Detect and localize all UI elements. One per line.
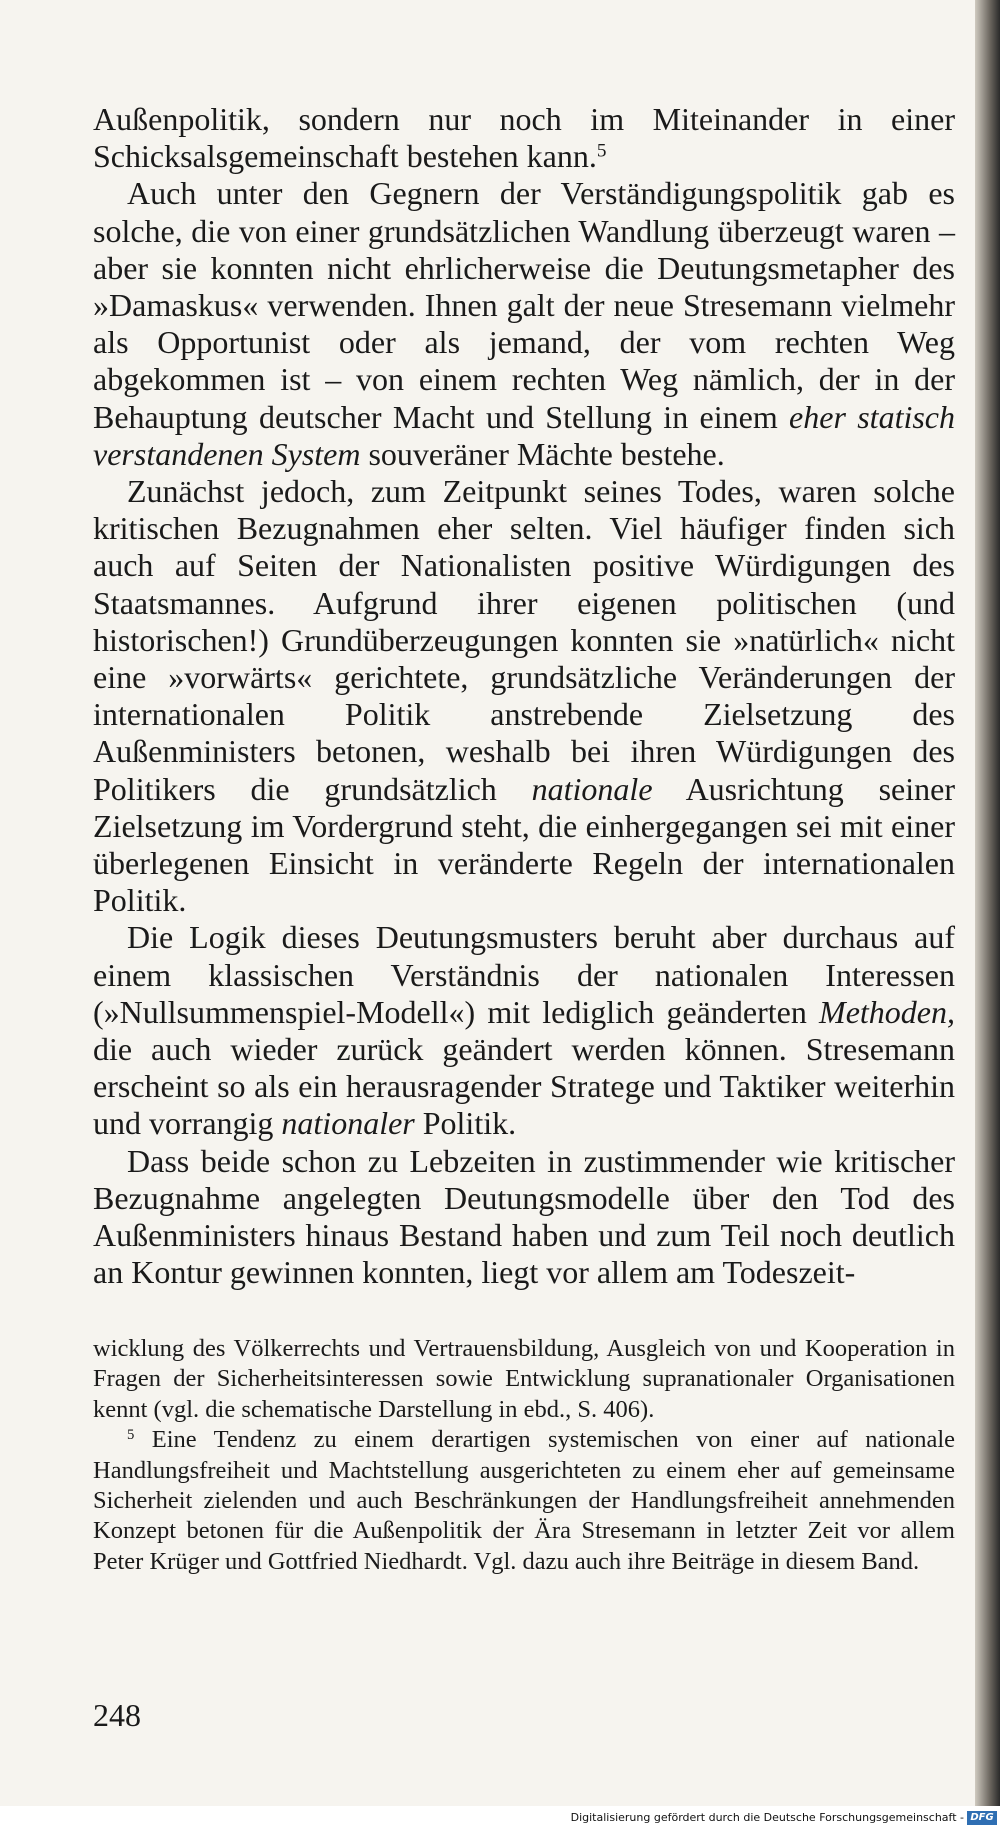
footer-credit: Digitalisierung gefördert durch die Deutsche Forschungsgemeinschaft - — [570, 1811, 964, 1824]
footnotes — [93, 1334, 955, 1577]
footnote-ref-5[interactable]: 5 — [596, 140, 607, 162]
footnote-5-marker: 5 — [127, 1427, 135, 1444]
dfg-logo-icon: DFG — [967, 1811, 997, 1825]
footnote-5: $^5$ Eine Tendenz zu einem derartigen systemischen von einer auf nationale Handlungsfreiheit und Machtstellung ausgerichteten zu einem eher auf gemeinsame Sicherheit zielenden und auch Beschränkungen der Handlungsfreiheit annehmenden Konzept betonen für die Außenpolitik der Ära Stresemann in letzter Zeit vor allem Peter Krüger und Gottfried Niedhardt. Vgl. dazu auch ihre Beiträge in diesem Band. — [93, 1426, 955, 1575]
paragraph-1: Außenpolitik, sondern nur noch im Miteinander in einer Schicksalsgemeinschaft bestehen kann.$^5$ — [93, 101, 955, 175]
paragraph-4: Die Logik dieses Deutungsmusters beruht aber durchaus auf einem klassischen Verständnis der nationalen Interessen (»Nullsummenspiel-Modell«) mit lediglich geänderten Methoden, die auch wieder zurück geändert werden können. Stresemann erscheint so als ein herausragender Stratege und Taktiker weiterhin und vorrangig nationaler Politik. — [93, 919, 955, 1142]
paragraph-2: Auch unter den Gegnern der Verständigungspolitik gab es solche, die von einer grundsätzlichen Wandlung überzeugt waren – aber sie konnten nicht ehrlicherweise die Deutungsmetapher des »Damaskus« verwenden. Ihnen galt der neue Stresemann vielmehr als Opportunist oder als jemand, der vom rechten Weg abgekommen ist – von einem rechten Weg nämlich, der in der Behauptung deutscher Macht und Stellung in einem eher statisch verstandenen System souveräner Mächte bestehe. — [93, 175, 956, 472]
book-gutter-edge — [975, 0, 1000, 1828]
digitization-footer — [0, 1806, 1000, 1828]
main-text — [93, 101, 955, 1292]
page-number: 248 — [93, 1697, 141, 1733]
paragraph-5: Dass beide schon zu Lebzeiten in zustimmender wie kritischer Bezugnahme angelegten Deutungsmodelle über den Tod des Außenministers hinaus Bestand haben und zum Teil noch deutlich an Kontur gewinnen konnten, liegt vor allem am Todeszeit- — [93, 1142, 955, 1291]
paragraph-3: Zunächst jedoch, zum Zeitpunkt seines Todes, waren solche kritischen Bezugnahmen eher selten. Viel häufiger finden sich auch auf Seiten der Nationalisten positive Würdigungen des Staatsmannes. Aufgrund ihrer eigenen politischen (und historischen!) Grundüberzeugungen konnten sie »natürlich« nicht eine »vorwärts« gerichtete, grundsätzliche Veränderungen der internationalen Politik anstrebende Zielsetzung des Außenministers betonen, weshalb bei ihren Würdigungen des Politikers die grundsätzlich nationale Ausrichtung seiner Zielsetzung im Vordergrund steht, die einhergegangen sei mit einer überlegenen Einsicht in veränderte Regeln der internationalen Politik. — [93, 473, 956, 919]
footnote-continued: wicklung des Völkerrechts und Vertrauensbildung, Ausgleich von und Kooperation in Fragen der Sicherheitsinteressen sowie Entwicklung supranationaler Organisationen kennt (vgl. die schematische Darstellung in ebd., S. 406). — [93, 1335, 955, 1423]
